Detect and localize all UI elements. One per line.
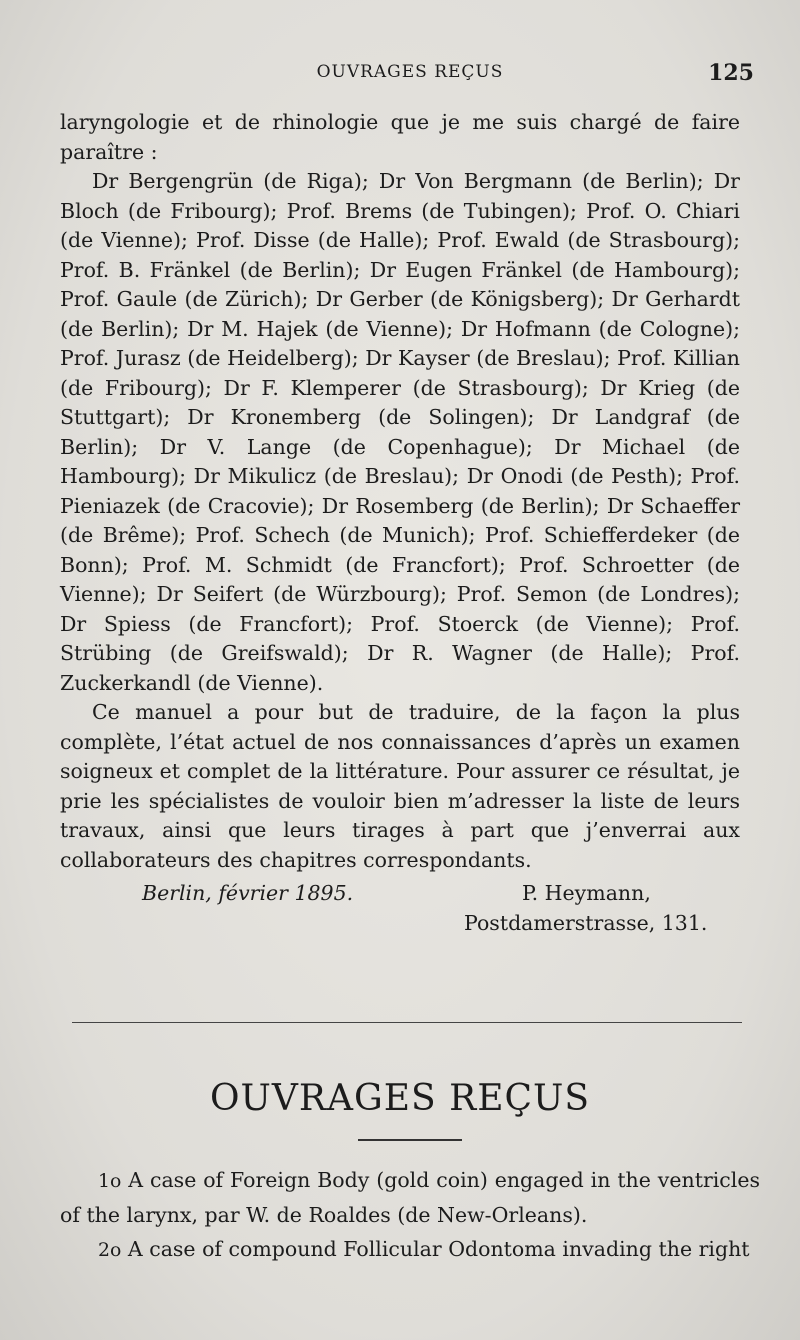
signature-name: P. Heymann, [522,881,651,905]
running-head [60,60,760,90]
purpose-paragraph: Ce manuel a pour but de traduire, de la façon la plus complète, l’état actuel de nos connaissances d’après un examen soigneux et complet de la littérature. Pour assurer ce résultat, je prie les spécialistes de vouloir bien m’adresser la liste de leurs travaux, ainsi que leurs tirages à part que j’enverrai aux collaborateurs des chapitres correspondants. [60,700,740,872]
running-title: OUVRAGES REÇUS [316,62,504,82]
contributors-paragraph: Dr Bergengrün (de Riga); Dr Von Bergmann (de Berlin); Dr Bloch (de Fribourg); Prof. Brems (de Tubingen); Prof. O. Chiari (de Vienne); Prof. Disse (de Halle); Prof. Ewald (de Strasbourg); Prof. B. Fränkel (de Berlin); Dr Eugen Fränkel (de Hambourg); Prof. Gaule (de Zürich); Dr Gerber (de Königsberg); Dr Gerhardt (de Berlin); Dr M. Hajek (de Vienne); Dr Hofmann (de Cologne); Prof. Jurasz (de Heidelberg); Dr Kayser (de Breslau); Prof. Killian (de Fribourg); Dr F. Klemperer (de Strasbourg); Dr Krieg (de Stuttgart); Dr Kronemberg (de Solingen); Dr Landgraf (de Berlin); Dr V. Lange (de Copenhague); Dr Michael (de Hambourg); Dr Mikulicz (de Breslau); Dr Onodi (de Pesth); Prof. Pieniazek (de Cracovie); Dr Rosemberg (de Berlin); Dr Schaeffer (de Brême); Prof. Schech (de Munich); Prof. Schiefferdeker (de Bonn); Prof. M. Schmidt (de Francfort); Prof. Schroetter (de Vienne); Dr Seifert (de Würzbourg); Prof. Semon (de Londres); Dr Spiess (de Francfort); Prof. Stoerck (de Vienne); Prof. Strübing (de Greifswald); Dr R. Wagner (de Halle); Prof. Zuckerkandl (de Vienne). [60,169,740,695]
item-number: 1o [98,1170,122,1192]
intro-paragraph: laryngologie et de rhinologie que je me suis chargé de faire paraître : [60,110,740,164]
section-heading: OUVRAGES REÇUS [209,1078,591,1119]
item-text: A case of Foreign Body (gold coin) engaged in the ventricles of the larynx, par W. de Roaldes (de New-Orleans). [60,1168,760,1227]
section-divider [72,1022,742,1023]
signature-block [60,879,740,949]
item-number: 2o [98,1239,122,1261]
signature-address: Postdamerstrasse, 131. [464,911,708,935]
item-text: A case of compound Follicular Odontoma invading the right [127,1237,750,1261]
list-item [60,1163,760,1232]
signature-date: Berlin, février 1895. [142,881,354,905]
received-works-list [60,1163,760,1267]
preface-text [60,108,740,949]
list-item [60,1232,760,1267]
heading-underline [358,1139,462,1141]
page-number: 125 [708,60,754,86]
